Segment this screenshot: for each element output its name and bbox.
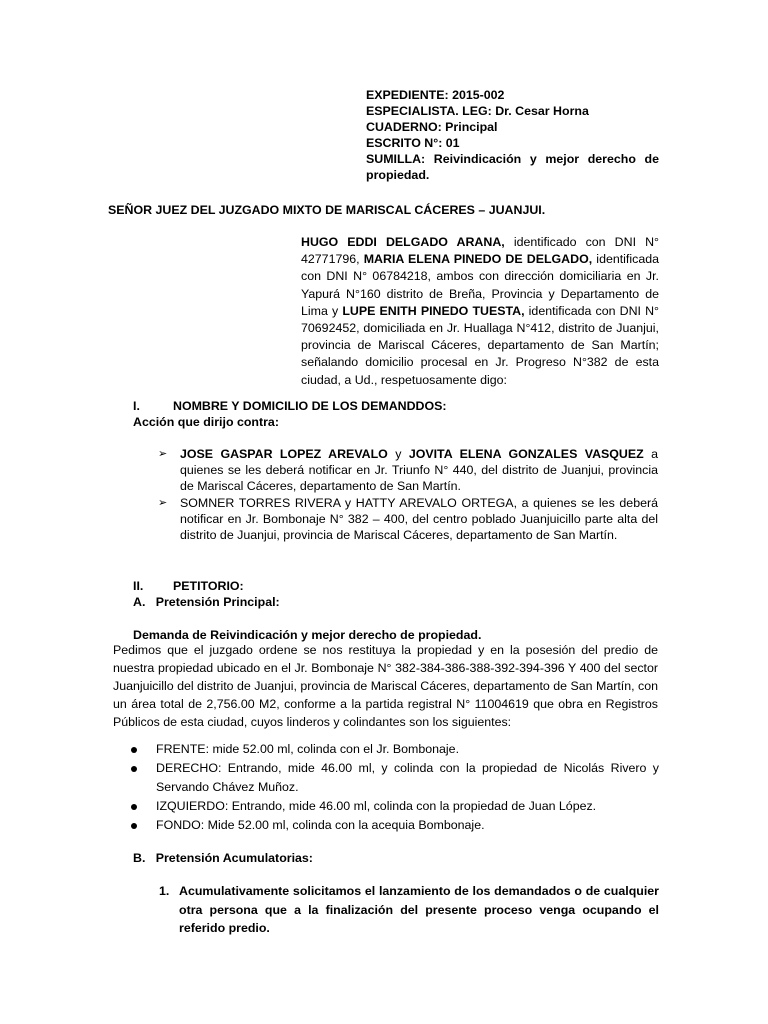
list-item: [131, 797, 659, 816]
escrito-line: ESCRITO N°: 01: [366, 136, 460, 150]
demanda-title: Demanda de Reivindicación y mejor derecho de propiedad.: [133, 628, 482, 642]
sumilla-line: SUMILLA: Reivindicación y mejor derecho de propiedad.: [366, 152, 659, 182]
defendant-item-2: [160, 495, 658, 544]
section-1-heading: [133, 398, 447, 414]
section-2-number: II.: [133, 579, 144, 593]
cuaderno-line: CUADERNO: Principal: [366, 120, 498, 134]
accum-text: Acumulativamente solicitamos el lanzamiento de los demandados o de cualquier otra persona que a la finalización del presente proceso venga ocupando el referido predio.: [179, 884, 659, 935]
plaintiff-name-2: MARIA ELENA PINEDO DE DELGADO,: [363, 252, 593, 267]
lindero-text: FRENTE: mide 52.00 ml, colinda con el Jr. Bombonaje.: [156, 742, 460, 756]
bullet-dot-icon: [131, 804, 137, 810]
accum-number: 1.: [159, 884, 170, 898]
bullet-dot-icon: [131, 823, 137, 829]
accum-item-1: [159, 882, 659, 938]
section-2-heading: [133, 578, 244, 594]
list-item: [131, 740, 659, 759]
section-2-title: PETITORIO:: [173, 579, 244, 593]
defendant-text: , a quienes se les deberá notificar en Jr. Bombonaje N° 382 – 400, del centro poblado Juanjuicillo parte alta del distrito de Juanjui, provincia de Mariscal Cáceres, departamento de San Martín.: [180, 496, 658, 543]
lindero-text: DERECHO: Entrando, mide 46.00 ml, y colinda con la propiedad de Nicolás Rivero y Servando Chávez Muñoz.: [156, 761, 659, 794]
plaintiff-name-3: LUPE ENITH PINEDO TUESTA,: [342, 303, 525, 318]
lindero-text: FONDO: Mide 52.00 ml, colinda con la acequia Bombonaje.: [156, 818, 485, 832]
lindero-text: IZQUIERDO: Entrando, mide 46.00 ml, colinda con la propiedad de Juan López.: [156, 799, 597, 813]
arrow-bullet-icon: ➢: [158, 497, 168, 509]
bullet-dot-icon: [131, 766, 137, 772]
intro-text-2: identificada con DNI N° 06784218, ambos con dirección domiciliaria en Jr. Yapurá N°160 distrito de Breña, Provincia y Departamento de Lima y: [301, 252, 659, 318]
defendant-name-b: HATTY AREVALO ORTEGA: [355, 496, 514, 510]
intro-paragraph: [301, 234, 659, 389]
connector-text: y: [387, 447, 409, 461]
defendant-name-a: SOMNER TORRES RIVERA: [180, 496, 341, 510]
pretension-principal-heading: A. Pretensión Principal:: [133, 595, 280, 609]
section-1-number: I.: [133, 399, 140, 413]
defendant-name-b: JOVITA ELENA GONZALES VASQUEZ: [408, 447, 644, 461]
intro-text-1: identificado con DNI N° 42771796,: [301, 235, 659, 267]
defendant-name-a: JOSE GASPAR LOPEZ AREVALO: [180, 447, 388, 461]
pedimos-paragraph: Pedimos que el juzgado ordene se nos restituya la propiedad y en la posesión del predio de nuestra propiedad ubicado en el Jr. Bombonaje N° 382-384-386-388-392-394-396 Y 400 del sector Juanjuicillo del distrito de Juanjui, provincia de Mariscal Cáceres, departamento de San Martín, con un área total de 2,756.00 M2, conforme a la partida registral N° 11004619 que obra en Registros Públicos de esta ciudad, cuyos linderos y colindantes son los siguientes:: [113, 643, 658, 729]
expediente-line: EXPEDIENTE: 2015-002: [366, 88, 505, 102]
linderos-list: [131, 740, 659, 835]
connector-text: y: [340, 496, 356, 510]
especialista-line: ESPECIALISTA. LEG: Dr. Cesar Horna: [366, 104, 589, 118]
plaintiff-name-1: HUGO EDDI DELGADO ARANA,: [301, 235, 505, 249]
accion-label: Acción que dirijo contra:: [133, 415, 279, 429]
bullet-dot-icon: [131, 747, 137, 753]
arrow-bullet-icon: ➢: [158, 448, 168, 460]
intro-text-3: identificada con DNI N° 70692452, domiciliada en Jr. Huallaga N°412, distrito de Juanjui, provincia de Mariscal Cáceres, departamento de San Martín; señalando domicilio procesal en Jr. Progreso N°382 de esta ciudad, a Ud., respetuosamente digo:: [301, 303, 659, 387]
list-item: [131, 759, 659, 797]
case-header: [366, 87, 659, 183]
defendant-text: a quienes se les deberá notificar en Jr. Triunfo N° 440, del distrito de Juanjui, provincia de Mariscal Cáceres, departamento de San Martín.: [180, 447, 658, 494]
pretension-acumulatorias-heading: B. Pretensión Acumulatorias:: [133, 851, 313, 865]
list-item: [131, 816, 659, 835]
addressee: SEÑOR JUEZ DEL JUZGADO MIXTO DE MARISCAL CÁCERES – JUANJUI.: [108, 203, 546, 217]
section-1-title: NOMBRE Y DOMICILIO DE LOS DEMANDDOS:: [173, 399, 447, 413]
defendant-item-1: [160, 446, 658, 495]
